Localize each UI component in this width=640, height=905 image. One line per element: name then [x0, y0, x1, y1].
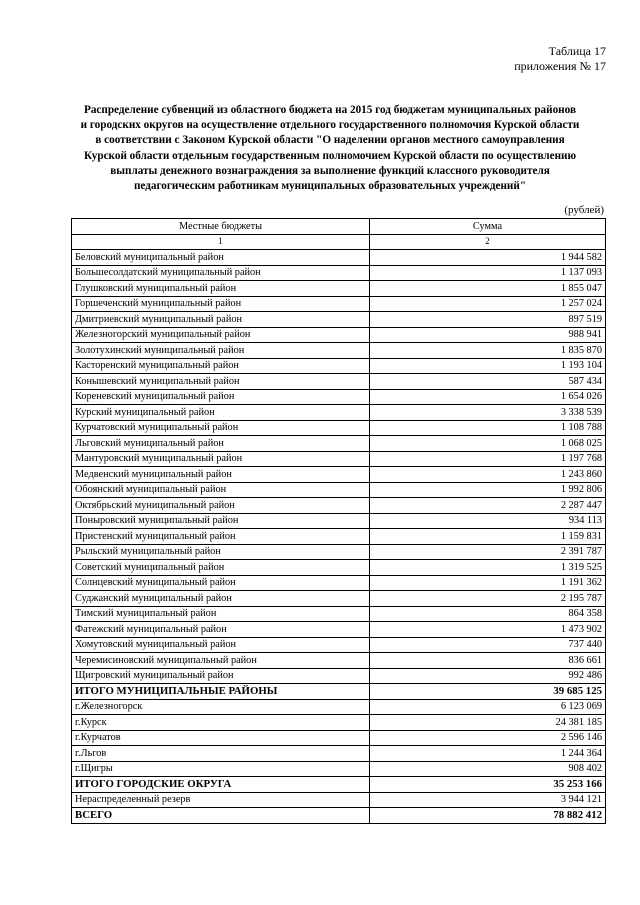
budget-amount: 78 882 412 [370, 808, 606, 824]
budget-name: Нераспределенный резерв [72, 792, 370, 808]
table-row [72, 653, 606, 669]
budget-amount: 3 944 121 [370, 792, 606, 808]
table-row [72, 606, 606, 622]
budget-amount: 1 197 768 [370, 451, 606, 467]
budget-name: г.Железногорск [72, 699, 370, 715]
table-number: Таблица 17 [548, 44, 606, 58]
table-row [72, 591, 606, 607]
table-row [72, 560, 606, 576]
budget-amount: 1 137 093 [370, 265, 606, 281]
table-row [72, 637, 606, 653]
budget-amount: 836 661 [370, 653, 606, 669]
budget-name: Льговский муниципальный район [72, 436, 370, 452]
table-row [72, 513, 606, 529]
column-header-budgets: Местные бюджеты [72, 219, 370, 235]
budget-name: Мантуровский муниципальный район [72, 451, 370, 467]
budget-name: Железногорский муниципальный район [72, 327, 370, 343]
budget-amount: 1 108 788 [370, 420, 606, 436]
budget-name: Курчатовский муниципальный район [72, 420, 370, 436]
table-row [72, 420, 606, 436]
table-row [72, 389, 606, 405]
budget-amount: 1 191 362 [370, 575, 606, 591]
budget-amount: 3 338 539 [370, 405, 606, 421]
table-header-row [72, 219, 606, 235]
appendix-number: приложения № 17 [514, 59, 606, 73]
table-row [72, 451, 606, 467]
budget-amount: 1 244 364 [370, 746, 606, 762]
title-line: и городских округов на осуществление отдельного государственного полномочия Курской области [80, 119, 580, 132]
table-row [72, 544, 606, 560]
budget-name: Беловский муниципальный район [72, 250, 370, 266]
budget-amount: 1 243 860 [370, 467, 606, 483]
budget-name: Хомутовский муниципальный район [72, 637, 370, 653]
budget-amount: 988 941 [370, 327, 606, 343]
title-line: педагогическим работникам муниципальных образовательных учреждений" [133, 180, 527, 193]
title-line: выплаты денежного вознаграждения за выполнение функций классного руководителя [110, 164, 550, 177]
budget-name: Черемисиновский муниципальный район [72, 653, 370, 669]
budget-name: Конышевский муниципальный район [72, 374, 370, 390]
budget-name: г.Льгов [72, 746, 370, 762]
budget-name: Кореневский муниципальный район [72, 389, 370, 405]
table-reference [514, 44, 606, 74]
table-row [72, 699, 606, 715]
budget-name: Советский муниципальный район [72, 560, 370, 576]
budget-amount: 897 519 [370, 312, 606, 328]
budget-name: г.Щигры [72, 761, 370, 777]
table-row [72, 265, 606, 281]
budget-name: Суджанский муниципальный район [72, 591, 370, 607]
budget-name: ВСЕГО [72, 808, 370, 824]
budget-amount: 2 596 146 [370, 730, 606, 746]
budget-amount: 35 253 166 [370, 777, 606, 793]
budget-name: г.Курчатов [72, 730, 370, 746]
budget-name: ИТОГО МУНИЦИПАЛЬНЫЕ РАЙОНЫ [72, 684, 370, 700]
table-row [72, 715, 606, 731]
table-total-row [72, 808, 606, 824]
table-row [72, 374, 606, 390]
budget-amount: 934 113 [370, 513, 606, 529]
table-row [72, 312, 606, 328]
budget-name: Большесолдатский муниципальный район [72, 265, 370, 281]
budget-name: Октябрьский муниципальный район [72, 498, 370, 514]
budget-name: Рыльский муниципальный район [72, 544, 370, 560]
budget-table [71, 218, 606, 824]
budget-name: ИТОГО ГОРОДСКИЕ ОКРУГА [72, 777, 370, 793]
budget-amount: 1 835 870 [370, 343, 606, 359]
budget-amount: 1 944 582 [370, 250, 606, 266]
budget-name: Тимский муниципальный район [72, 606, 370, 622]
budget-amount: 39 685 125 [370, 684, 606, 700]
budget-name: Горшеченский муниципальный район [72, 296, 370, 312]
budget-amount: 1 257 024 [370, 296, 606, 312]
budget-name: Поныровский муниципальный район [72, 513, 370, 529]
column-number-2: 2 [370, 234, 606, 250]
budget-amount: 1 159 831 [370, 529, 606, 545]
column-header-sum: Сумма [370, 219, 606, 235]
column-number-row [72, 234, 606, 250]
title-line: Курской области отдельным государственным полномочием Курской области по осуществлению [83, 149, 577, 162]
budget-amount: 737 440 [370, 637, 606, 653]
budget-name: Солнцевский муниципальный район [72, 575, 370, 591]
budget-amount: 2 287 447 [370, 498, 606, 514]
units-label: (рублей) [564, 204, 604, 216]
table-total-row [72, 684, 606, 700]
table-row [72, 482, 606, 498]
budget-amount: 1 319 525 [370, 560, 606, 576]
table-row [72, 730, 606, 746]
table-row [72, 761, 606, 777]
table-row [72, 405, 606, 421]
budget-name: Медвенский муниципальный район [72, 467, 370, 483]
budget-amount: 1 473 902 [370, 622, 606, 638]
table-row [72, 746, 606, 762]
table-row [72, 358, 606, 374]
budget-name: Обоянский муниципальный район [72, 482, 370, 498]
budget-amount: 864 358 [370, 606, 606, 622]
table-row [72, 343, 606, 359]
table-row [72, 436, 606, 452]
budget-name: г.Курск [72, 715, 370, 731]
budget-amount: 6 123 069 [370, 699, 606, 715]
table-row [72, 575, 606, 591]
table-row [72, 250, 606, 266]
title-line: Распределение субвенций из областного бюджета на 2015 год бюджетам муниципальных районов [83, 104, 576, 116]
table-row [72, 792, 606, 808]
budget-amount: 908 402 [370, 761, 606, 777]
budget-amount: 1 193 104 [370, 358, 606, 374]
budget-name: Глушковский муниципальный район [72, 281, 370, 297]
budget-amount: 1 855 047 [370, 281, 606, 297]
budget-amount: 992 486 [370, 668, 606, 684]
title-line: в соответствии с Законом Курской области "О наделении органов местного самоуправления [95, 134, 565, 147]
table-row [72, 281, 606, 297]
budget-amount: 587 434 [370, 374, 606, 390]
budget-amount: 1 068 025 [370, 436, 606, 452]
budget-amount: 1 992 806 [370, 482, 606, 498]
table-row [72, 296, 606, 312]
budget-amount: 24 381 185 [370, 715, 606, 731]
column-number-1: 1 [72, 234, 370, 250]
table-row [72, 327, 606, 343]
table-row [72, 529, 606, 545]
budget-name: Фатежский муниципальный район [72, 622, 370, 638]
budget-name: Дмитриевский муниципальный район [72, 312, 370, 328]
budget-amount: 2 391 787 [370, 544, 606, 560]
table-total-row [72, 777, 606, 793]
table-row [72, 622, 606, 638]
table-row [72, 498, 606, 514]
table-row [72, 668, 606, 684]
budget-name: Касторенский муниципальный район [72, 358, 370, 374]
budget-name: Щигровский муниципальный район [72, 668, 370, 684]
document-title [60, 103, 600, 194]
budget-name: Золотухинский муниципальный район [72, 343, 370, 359]
budget-name: Курский муниципальный район [72, 405, 370, 421]
table-row [72, 467, 606, 483]
budget-name: Пристенский муниципальный район [72, 529, 370, 545]
budget-amount: 2 195 787 [370, 591, 606, 607]
budget-amount: 1 654 026 [370, 389, 606, 405]
